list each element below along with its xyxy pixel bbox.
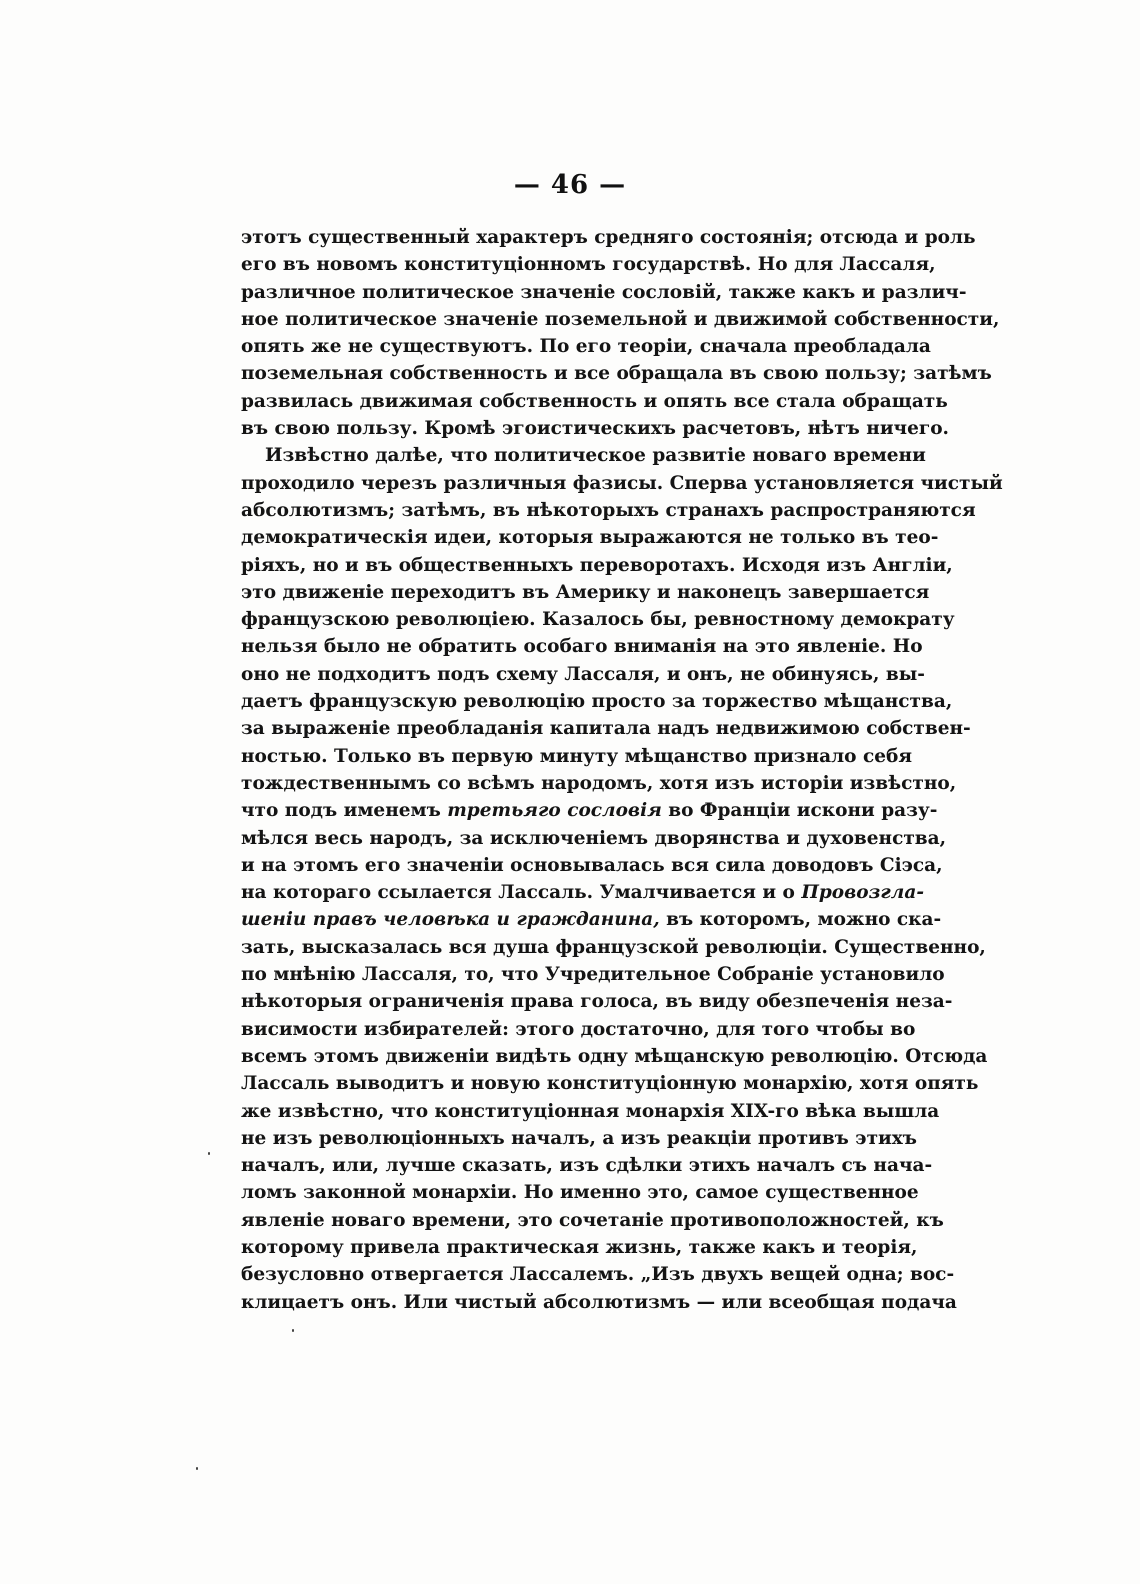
text-line: Лассаль выводитъ и новую конституціонную монархію, хотя опять [241, 1073, 979, 1095]
text-line: нельзя было не обратить особаго вниманія на это явленіе. Но [241, 636, 923, 658]
text-line: Извѣстно далѣе, что политическое развитіе новаго времени [265, 445, 926, 467]
text-line: въ свою пользу. Кромѣ эгоистическихъ расчетовъ, нѣтъ ничего. [241, 418, 949, 440]
text-line: ностью. Только въ первую минуту мѣщанство признало себя [241, 745, 913, 767]
scan-speck [196, 1467, 198, 1470]
text-line: оно не подходитъ подъ схему Лассаля, и онъ, не обинуясь, вы- [241, 663, 925, 685]
text-line: его въ новомъ конституціонномъ государствѣ. Но для Лассаля, [241, 254, 936, 276]
text-line: проходило черезъ различныя фазисы. Сперва установляется чистый [241, 472, 1003, 494]
text-line-with-italic [241, 879, 925, 906]
italic-phrase: третьяго сословія [447, 800, 662, 822]
text-line: это движеніе переходитъ въ Америку и наконецъ завершается [241, 581, 930, 603]
text-line: мѣлся весь народъ, за исключеніемъ дворянства и духовенства, [241, 827, 947, 849]
text-line: висимости избирателей: этого достаточно, для того чтобы во [241, 1018, 916, 1040]
text-line: не изъ революціонныхъ началъ, а изъ реакціи противъ этихъ [241, 1127, 917, 1149]
text-segment: въ которомъ, можно ска- [666, 909, 942, 931]
text-segment: во Франціи искони разу- [668, 800, 938, 822]
text-line-with-italic [241, 797, 938, 824]
text-line: за выраженіе преобладанія капитала надъ недвижимою собствен- [241, 718, 971, 740]
text-line: которому привела практическая жизнь, также какъ и теорія, [241, 1236, 918, 1258]
text-line: ломъ законной монархіи. Но именно это, самое существенное [241, 1182, 919, 1204]
text-line: по мнѣнію Лассаля, то, что Учредительное Собраніе установило [241, 964, 945, 986]
text-segment: на котораго ссылается Лассаль. Умалчивается и о [241, 882, 795, 904]
text-line: даетъ французскую революцію просто за торжество мѣщанства, [241, 691, 953, 713]
text-line: тождественнымъ со всѣмъ народомъ, хотя изъ исторіи извѣстно, [241, 772, 957, 794]
page-number: — 46 — [513, 170, 627, 200]
text-line: зать, высказалась вся душа французской революціи. Существенно, [241, 936, 986, 958]
text-line: французскою революціею. Казалось бы, ревностному демократу [241, 609, 955, 631]
text-line: опять же не существуютъ. По его теоріи, сначала преобладала [241, 336, 931, 358]
text-line: ріяхъ, но и въ общественныхъ переворотахъ. Исходя изъ Англіи, [241, 554, 953, 576]
text-line: всемъ этомъ движеніи видѣть одну мѣщанскую революцію. Отсюда [241, 1045, 988, 1067]
text-line: демократическія идеи, которыя выражаются не только въ тео- [241, 527, 939, 549]
text-line: различное политическое значеніе сословій, также какъ и различ- [241, 281, 967, 303]
text-segment: что подъ именемъ [241, 800, 441, 822]
italic-phrase: Провозгла- [801, 882, 925, 904]
text-line: развилась движимая собственность и опять все стала обращать [241, 390, 948, 412]
text-line: ное политическое значеніе поземельной и движимой собственности, [241, 308, 1000, 330]
scan-speck [208, 1152, 210, 1155]
text-line: абсолютизмъ; затѣмъ, въ нѣкоторыхъ странахъ распространяются [241, 499, 976, 521]
text-line: клицаетъ онъ. Или чистый абсолютизмъ — или всеобщая подача [241, 1291, 957, 1313]
italic-phrase: шеніи правъ человѣка и гражданина, [241, 909, 660, 931]
body-text [241, 224, 1003, 1316]
text-line: и на этомъ его значеніи основывалась вся сила доводовъ Сіэса, [241, 854, 943, 876]
text-line: этотъ существенный характеръ средняго состоянія; отсюда и роль [241, 227, 976, 248]
text-line-with-italic [241, 906, 942, 933]
text-line: безусловно отвергается Лассалемъ. „Изъ двухъ вещей одна; вос- [241, 1264, 955, 1286]
text-line: началъ, или, лучше сказать, изъ сдѣлки этихъ началъ съ нача- [241, 1155, 933, 1177]
text-line: же извѣстно, что конституціонная монархія XIX-го вѣка вышла [241, 1100, 940, 1122]
scan-speck [292, 1329, 294, 1332]
text-line: явленіе новаго времени, это сочетаніе противоположностей, къ [241, 1209, 944, 1231]
text-line: поземельная собственность и все обращала въ свою пользу; затѣмъ [241, 363, 992, 385]
text-line: нѣкоторыя ограниченія права голоса, въ виду обезпеченія неза- [241, 991, 953, 1013]
